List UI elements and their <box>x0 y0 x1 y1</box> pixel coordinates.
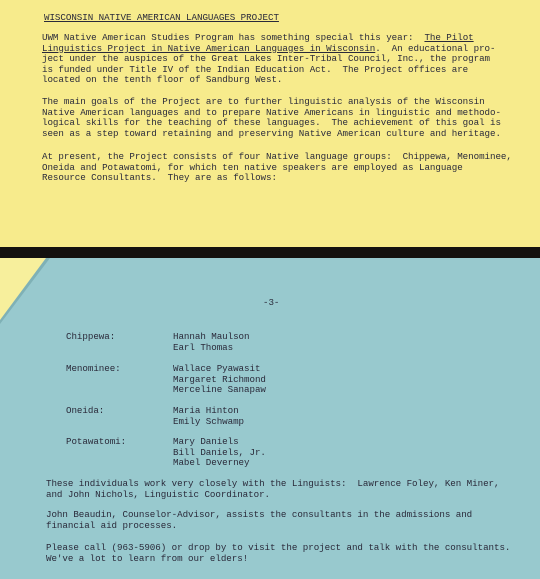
intro-text-rest: . An educational pro- ject under the auspices of the Great Lakes Inter-Tribal Council, Inc., the program is funded under Title IV of the Indian Education Act. The Project offices are located on the tenth floor of Sandburg West. <box>42 42 496 86</box>
project-title-part2: Linguistics Project in Native American Languages in Wisconsin <box>42 42 376 54</box>
project-title-part1: The Pilot <box>424 32 474 43</box>
groups-paragraph: At present, the Project consists of four Native language groups: Chippewa, Menominee, Oneida and Potawatomi, for which ten native speakers are employed as Language Resource Consultants. They are as follows: <box>42 151 512 184</box>
language-chippewa: Chippewa: <box>66 331 116 342</box>
goals-paragraph: The main goals of the Project are to further linguistic analysis of the Wisconsin Native American languages and to prepare Native Americans in linguistic and methodo- logical skills for the teaching of these languages. The achievement of this goal is seen as a step toward retaining and preserving Native American culture and heritage. <box>42 96 501 139</box>
intro-text: UWM Native American Studies Program has something special this year: <box>42 32 425 43</box>
contact-paragraph: Please call (963-5906) or drop by to visit the project and talk with the consultants. We've a lot to learn from our elders! <box>46 542 511 564</box>
language-menominee: Menominee: <box>66 363 121 374</box>
names-chippewa: Hannah Maulson Earl Thomas <box>173 331 250 353</box>
yellow-page <box>0 0 540 247</box>
folded-corner <box>0 258 46 320</box>
names-potawatomi: Mary Daniels Bill Daniels, Jr. Mabel Deverney <box>173 436 266 469</box>
intro-paragraph <box>42 33 495 86</box>
names-oneida: Maria Hinton Emily Schwamp <box>173 405 245 427</box>
language-oneida: Oneida: <box>66 405 105 416</box>
language-potawatomi: Potawatomi: <box>66 436 127 447</box>
counselor-paragraph: John Beaudin, Counselor-Advisor, assists the consultants in the admissions and financial aid processes. <box>46 509 473 531</box>
project-heading: WISCONSIN NATIVE AMERICAN LANGUAGES PROJECT <box>44 12 279 23</box>
page-number: -3- <box>263 297 280 308</box>
names-menominee: Wallace Pyawasit Margaret Richmond Merceline Sanapaw <box>173 363 266 396</box>
linguists-paragraph: These individuals work very closely with the Linguists: Lawrence Foley, Ken Miner, and John Nichols, Linguistic Coordinator. <box>46 478 500 500</box>
